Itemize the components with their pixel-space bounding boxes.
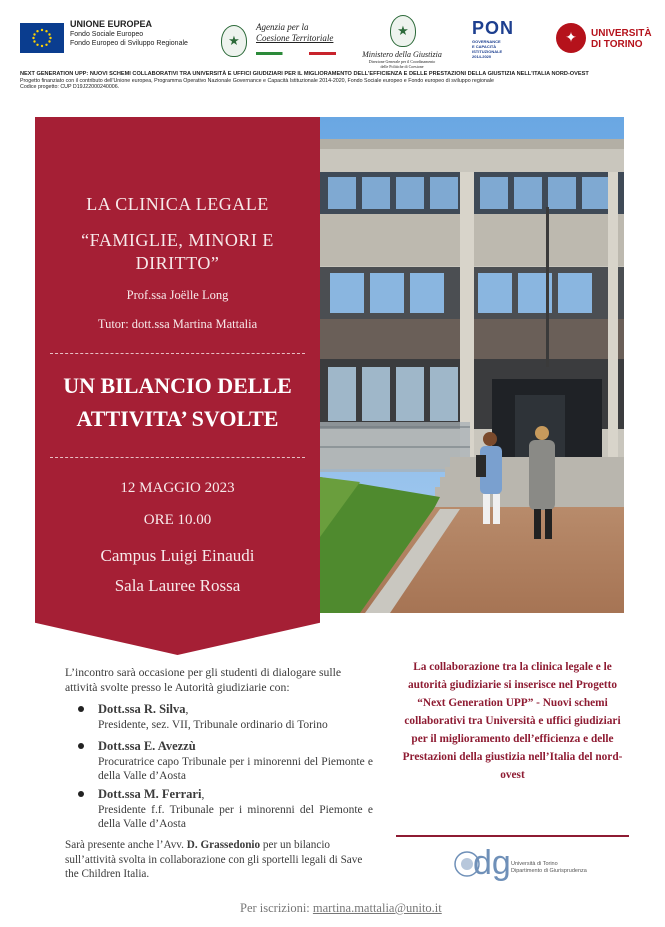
- banner-divider-top: [50, 353, 305, 354]
- agency-line2: Coesione Territoriale: [256, 33, 334, 43]
- closing-suffix: per un bilancio sull’attività svolta in collaborazione con gli sportelli legali di Save the Children Italia.: [65, 839, 363, 880]
- registration-footer: [240, 901, 442, 916]
- banner-headline1: UN BILANCIO DELLE: [63, 373, 292, 398]
- cup-line: Codice progetto: CUP D19J22000240006.: [20, 84, 120, 90]
- closing-paragraph: [65, 838, 371, 882]
- speaker-role: Procuratrice capo Tribunale per i minorenni del Piemonte e della Valle d’Aosta: [98, 755, 373, 782]
- dg-text: [511, 861, 587, 875]
- unito-logo-text: [591, 28, 652, 50]
- unito-line1: UNIVERSITÀ: [591, 28, 652, 39]
- ministry-name: Ministero della Giustizia: [362, 50, 442, 59]
- speaker-name-suffix: ,: [201, 789, 205, 801]
- ministry-logo-text: [357, 50, 447, 69]
- eu-line1: Fondo Sociale Europeo: [70, 31, 144, 38]
- ministry-sub2: delle Politiche di Coesione: [380, 64, 424, 69]
- bullet-icon: [78, 791, 84, 797]
- pon-sub4: 2014-2020: [472, 54, 492, 59]
- law-department-logo: [453, 844, 603, 888]
- intro-paragraph: L’incontro sarà occasione per gli studenti di dialogare sulle attività svolte presso le Autorità giudiziarie con:: [65, 666, 342, 694]
- unito-seal-icon: ✦: [556, 23, 586, 53]
- project-info: [20, 71, 645, 91]
- bullet-icon: [78, 706, 84, 712]
- banner-title1: LA CLINICA LEGALE: [86, 194, 269, 214]
- closing-name: D. Grassedonio: [186, 839, 261, 851]
- event-date: 12 MAGGIO 2023: [120, 480, 235, 496]
- project-collaboration-text: La collaborazione tra la clinica legale e le autorità giudiziarie si inserisce nel Progetto “Next Generation UPP” - Nuovi schemi collaborativi tra Università e uffici giudiziari per il miglioramento dell’efficienza e delle Prestazioni della giustizia nell’Italia del nord-ovest: [402, 661, 623, 781]
- banner-tutor: Tutor: dott.ssa Martina Mattalia: [97, 317, 258, 331]
- banner-professor: Prof.ssa Joëlle Long: [126, 288, 229, 302]
- dg-mark: dg: [473, 844, 511, 882]
- banner-title2: “FAMIGLIE, MINORI E: [81, 230, 274, 250]
- banner-divider-bottom: [50, 457, 305, 458]
- project-title: NEXT GENERATION UPP: NUOVI SCHEMI COLLABORATIVI TRA UNIVERSITÀ E UFFICI GIUDIZIARI PER IL MIGLIORAMENTO DELL'EFFICIENZA E DELLE PRESTAZIONI DELLA GIUSTIZIA NELL'ITALIA NORD-OVEST: [20, 71, 589, 77]
- pon-sub3: ISTITUZIONALE: [472, 49, 503, 54]
- agency-logo-text: [256, 22, 333, 44]
- agency-line1: Agenzia per la: [256, 22, 309, 32]
- closing-prefix: Sarà presente anche l’Avv.: [65, 839, 187, 851]
- speaker-name: Dott.ssa E. Avezzù: [98, 739, 196, 753]
- funding-line: Progetto finanziato con il contributo dell'Unione europea, Programma Operativo Nazionale Governance e Capacità Istituzionale 2014-2020, Fondo Sociale europeo e Fondo europeo di sviluppo regionale: [20, 77, 494, 84]
- dg-line2: Dipartimento di Giurisprudenza: [511, 868, 587, 874]
- unito-line2: DI TORINO: [591, 39, 643, 50]
- speaker-item: [78, 739, 373, 784]
- pon-sub1: GOVERNANCE: [472, 39, 501, 44]
- speaker-item: [78, 787, 373, 832]
- eu-stars-icon: [27, 27, 57, 49]
- pon-sub2: E CAPACITÀ: [472, 44, 497, 49]
- eu-logo-text: [70, 20, 188, 48]
- speaker-name: Dott.ssa R. Silva: [98, 702, 186, 716]
- speaker-name-suffix: ,: [185, 704, 189, 716]
- bullet-icon: [78, 743, 84, 749]
- speaker-role: Presidente, sez. VII, Tribunale ordinario di Torino: [98, 718, 328, 731]
- event-venue2: Sala Lauree Rossa: [114, 576, 241, 595]
- registration-email-link[interactable]: martina.mattalia@unito.it: [312, 901, 442, 915]
- banner-headline2: ATTIVITA’ SVOLTE: [76, 406, 279, 431]
- eu-title: UNIONE EUROPEA: [70, 19, 153, 29]
- eu-line2: Fondo Europeo di Sviluppo Regionale: [70, 40, 188, 47]
- right-divider: [396, 835, 629, 837]
- italian-flag-bar: [256, 52, 336, 55]
- registration-label: Per iscrizioni:: [240, 901, 313, 915]
- pon-logo: [472, 18, 522, 59]
- event-time: ORE 10.00: [143, 512, 212, 528]
- speaker-name: Dott.ssa M. Ferrari: [98, 787, 202, 801]
- dg-line1: Università di Torino: [511, 861, 558, 867]
- ministry-sub1: Direzione Generale per il Coordinamento: [368, 59, 436, 64]
- speaker-item: [78, 702, 373, 732]
- speaker-role: Presidente f.f. Tribunale per i minorenni del Piemonte e della Valle d’Aosta: [98, 803, 373, 830]
- campus-building-photo: [320, 117, 624, 613]
- banner-title3: DIRITTO”: [135, 253, 220, 273]
- eu-flag-logo: [20, 23, 64, 53]
- pon-word: PON: [472, 18, 515, 38]
- italian-emblem-icon: ★: [221, 25, 247, 57]
- ministry-emblem-icon: ★: [390, 15, 416, 47]
- event-venue1: Campus Luigi Einaudi: [100, 546, 255, 565]
